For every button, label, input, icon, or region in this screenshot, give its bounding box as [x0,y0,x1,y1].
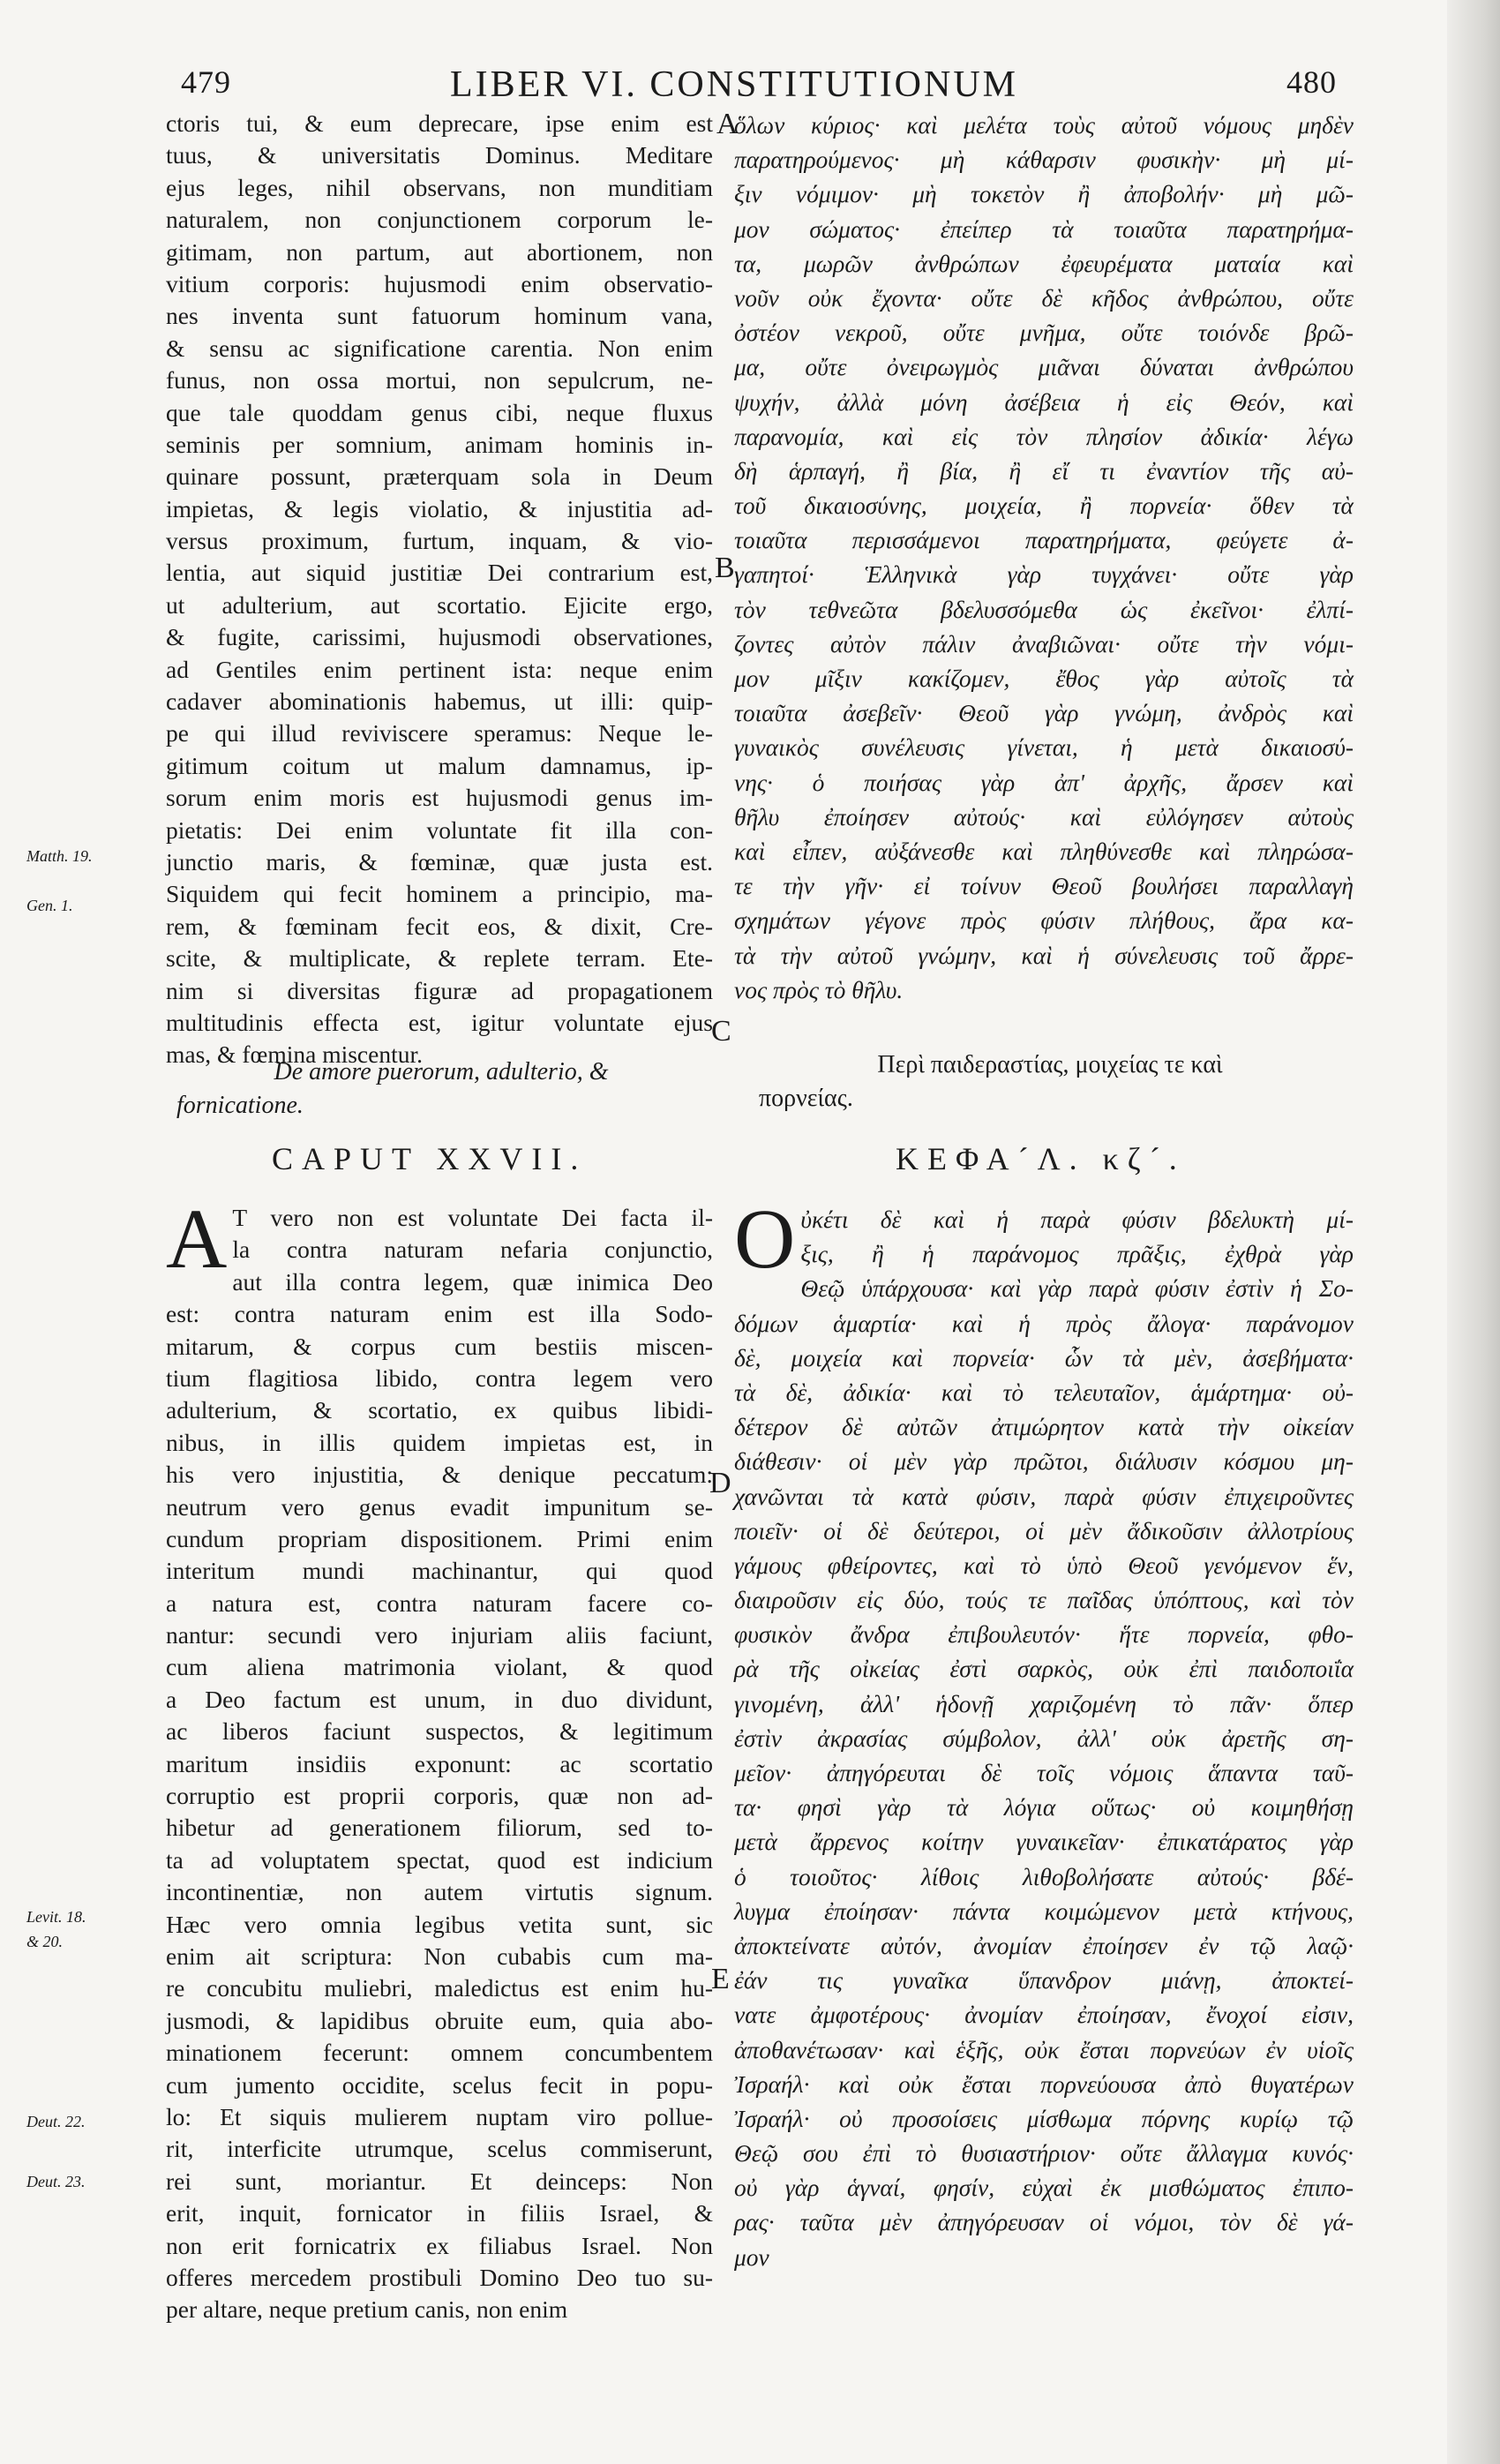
text-line: lentia, aut siquid justitiæ Dei contrarium est, [166,559,713,587]
running-title: LIBER VI. CONSTITUTIONUM [450,64,1019,105]
text-line: T vero non est voluntate Dei facta il- [232,1204,713,1231]
text-line: gitimam, non partum, aut abortionem, non [166,237,713,266]
text-line: pietatis: Dei enim voluntate fit illa con- [166,815,713,844]
text-line: nim si diversitas figuræ ad propagationem [166,976,713,1004]
text-line: cum jumento occidite, scelus fecit in popu- [166,2070,713,2099]
latin-column-top [166,108,713,1071]
page-number-left: 479 [181,64,231,100]
text-line: naturalem, non conjunctionem corporum le- [166,206,713,234]
margin-reference: Matth. 19. [26,847,93,865]
section-mark-a: A [716,108,739,140]
text-line: ctoris tui, & eum deprecare, ipse enim est [166,109,713,137]
latin-chapter-heading: CAPUT XXVII. [272,1141,588,1176]
text-line: ac liberos faciunt suspectos, & legitimum [166,1717,713,1746]
text-line: ad Gentiles enim pertinent ista: neque enim [166,655,713,683]
text-line: μον σώματος· ἐπείπερ τὰ τοιαῦτα παρατηρήμα- [734,214,1354,243]
text-line: τὰ τὴν αὐτοῦ γνώμην, καὶ ἡ σύνελευσις τοῦ ἄρρε- [734,941,1354,969]
text-line: erit, inquit, fornicator in filiis Israel, & [166,2199,713,2227]
section-mark-e: E [711,1963,730,1995]
text-line: est: contra naturam enim est illa Sodo- [166,1300,713,1328]
greek-chapter-heading: ΚΕΦΑ´Λ. κζ´. [896,1141,1186,1176]
text-line: rem, & fœminam fecit eos, & dixit, Cre- [166,912,713,940]
text-line: θῆλυ ἐποίησεν αὐτούς· καὶ εὐλόγησεν αὐτοὺς [734,802,1354,830]
greek-bottom-lines [734,1191,1354,2274]
text-line: incontinentiæ, non autem virtutis signum. [166,1878,713,1906]
text-line: πορνείας. [759,1085,853,1112]
text-line: rit, interficite utrumque, scelus commiserunt, [166,2135,713,2163]
text-line: λυγμα ἐποίησαν· πάντα κοιμώμενον μετὰ κτήνους, [734,1897,1354,1925]
text-line: ὁ τοιοῦτος· λίθοις λιθοβολήσατε αὐτούς· βδέ- [734,1862,1354,1890]
text-line: ὀστέον νεκροῦ, οὔτε μνῆμα, οὔτε τοιόνδε βρῶ- [734,319,1354,347]
text-line: minationem fecerunt: omnem concumbentem [166,2039,713,2067]
text-line: nibus, in illis quidem impietas est, in [166,1428,713,1456]
text-line: per altare, neque pretium canis, non enim [166,2295,568,2324]
text-line: ἐστὶν ἀκρασίας σύμβολον, ἀλλ' οὐκ ἀρετῆς ση- [734,1724,1354,1752]
text-line: τοῦ δικαιοσύνης, μοιχεία, ἢ πορνεία· ὅθεν τὰ [734,492,1354,520]
text-line: junctio maris, & fœminæ, quæ justa est. [166,847,713,875]
text-line: μετὰ ἄρρενος κοίτην γυναικεῖαν· ἐπικατάρατος γὰρ [734,1828,1354,1856]
text-line: vitium corporis: hujusmodi enim observatio- [166,269,713,297]
text-line: his vero injustitia, & denique peccatum: [166,1461,713,1489]
text-line: mas, & fœmina miscentur. [166,1040,423,1069]
margin-reference: Deut. 23. [26,2173,86,2190]
text-line: jusmodi, & lapidibus obruite eum, quia abo- [166,2006,713,2034]
text-line: & fugite, carissimi, hujusmodi observationes, [166,623,713,651]
text-line: ὐκέτι δὲ καὶ ἡ παρὰ φύσιν βδελυκτὴ μί- [800,1206,1354,1233]
text-line: παρατηρούμενος· μὴ κάθαρσιν φυσικὴν· μὴ μί- [734,146,1354,174]
text-line: quinare possunt, præterquam sola in Deum [166,462,713,491]
text-line: Ἰσραήλ· οὐ προσοίσεις μίσθωμα πόρνης κυρίῳ τῷ [734,2104,1354,2132]
text-line: Θεῷ ὑπάρχουσα· καὶ γὰρ παρὰ φύσιν ἐστὶν ἡ Σο- [800,1274,1354,1303]
text-line: ejus leges, nihil observans, non munditiam [166,173,713,201]
text-line: Siquidem qui fecit hominem a principio, ma- [166,880,713,908]
text-line: tium flagitiosa libido, contra legem vero [166,1363,713,1392]
text-line: maritum insidiis exponunt: ac scortatio [166,1749,713,1777]
text-line: scite, & multiplicate, & replete terram. Ete- [166,944,713,973]
text-line: χανῶνται τὰ κατὰ φύσιν, παρὰ φύσιν ἐπιχειροῦντες [734,1482,1354,1510]
text-line: καὶ εἶπεν, αὐξάνεσθε καὶ πληθύνεσθε καὶ πληρώσα- [734,837,1354,865]
text-line: τα· φησὶ γὰρ τὰ λόγια οὕτως· οὐ κοιμηθήσῃ [734,1793,1354,1822]
text-line: Hæc vero omnia legibus vetita sunt, sic [166,1910,713,1938]
page-number-right: 480 [1286,64,1337,100]
text-line: ἀποκτείνατε αὐτόν, ἀνομίαν ἐποίησεν ἐν τῷ λαῷ· [734,1931,1354,1959]
text-line: la contra naturam nefaria conjunctio, [232,1236,713,1264]
text-line: a Deo factum est unum, in duo dividunt, [166,1685,713,1713]
text-line: μον [734,2242,769,2271]
text-line: τε τὴν γῆν· εἰ τοίνυν Θεοῦ βουλήσει παραλλαγὴ [734,872,1354,900]
text-line: ψυχήν, ἀλλὰ μόνη ἀσέβεια ἡ εἰς Θεόν, καὶ [734,387,1354,416]
text-line: Ἰσραήλ· καὶ οὐκ ἔσται πορνεύουσα ἀπὸ θυγατέρων [734,2070,1354,2098]
text-line: διάθεσιν· οἱ μὲν γὰρ πρῶτοι, διάλυσιν κόσμου μη- [734,1447,1354,1476]
text-line: funus, non ossa mortui, non sepulcrum, ne- [166,366,713,394]
text-line: οὐ γὰρ ἁγναί, φησίν, εὐχαὶ ἐκ μισθώματος ἐπιπο- [734,2174,1354,2202]
text-line: γάμους φθείροντες, καὶ τὸ ὑπὸ Θεοῦ γενόμενον ἕν, [734,1551,1354,1579]
latin-chapter-subtitle [176,1055,706,1123]
text-line: ρας· ταῦτα μὲν ἀπηγόρευσαν οἱ νόμοι, τὸν δὲ γά- [734,2208,1354,2236]
latin-bottom-lines [166,1191,713,2326]
text-line: ξιν νόμιμον· μὴ τοκετὸν ἢ ἀποβολήν· μὴ μῶ- [734,180,1354,208]
page-edge-shadow [1447,0,1500,2464]
text-line: νος πρὸς τὸ θῆλυ. [734,975,904,1003]
text-line: ὅλων κύριος· καὶ μελέτα τοὺς αὐτοῦ νόμους μηδὲν [734,111,1354,139]
margin-reference: & 20. [26,1933,64,1950]
text-line: & sensu ac significatione carentia. Non enim [166,334,713,362]
text-line: μα, οὔτε ὀνειρωγμὸς μιᾶναι δύναται ἀνθρώπου [734,353,1354,381]
section-mark-d: D [709,1467,731,1499]
text-line: De amore puerorum, adulterio, & [274,1058,609,1086]
margin-reference: Levit. 18. [26,1908,86,1926]
text-line: τοιαῦτα περισσάμενοι παρατηρήματα, φεύγετε ἀ- [734,526,1354,554]
text-line: interitum mundi machinantur, qui quod [166,1557,713,1585]
text-line: Θεῷ σου ἐπὶ τὸ θυσιαστήριον· οὔτε ἄλλαγμα κυνός· [734,2139,1354,2167]
text-line: mitarum, & corpus cum bestiis miscen- [166,1332,713,1360]
text-line: cum aliena matrimonia violant, & quod [166,1653,713,1681]
text-line: γυναικὸς συνέλευσις γίνεται, ἡ μετὰ δικαιοσύ- [734,733,1354,762]
text-line: τα, μωρῶν ἀνθρώπων ἐφευρέματα ματαία καὶ [734,249,1354,277]
greek-chapter-subtitle [759,1048,1341,1116]
greek-drop-cap: Ο [734,1191,796,1286]
text-line: corruptio est proprii corporis, quæ non ad- [166,1782,713,1810]
text-line: ἀποθανέτωσαν· καὶ ἑξῆς, οὐκ ἔσται πορνεύων ἐν υἱοῖς [734,2035,1354,2063]
margin-reference: Gen. 1. [26,897,73,914]
text-line: σχημάτων γέγονε πρὸς φύσιν πλήθους, ἄρα κα- [734,906,1354,935]
text-line: enim ait scriptura: Non cubabis cum ma- [166,1942,713,1970]
text-line: ἐάν τις γυναῖκα ὕπανδρον μιάνῃ, ἀποκτεί- [734,1966,1354,1994]
text-line: γαπητοί· Ἑλληνικὰ γὰρ τυγχάνει· οὔτε γὰρ [734,560,1354,589]
text-line: offeres mercedem prostibuli Domino Deo tuo su- [166,2263,713,2291]
text-line: cadaver abominationis habemus, ut illi: quip- [166,687,713,716]
text-line: διαιροῦσιν εἰς δύο, τούς τε παῖδας ὑπόπτους, καὶ τὸν [734,1586,1354,1614]
text-line: aut illa contra legem, quæ inimica Deo [232,1267,713,1296]
text-line: lo: Et siquis mulierem nuptam viro pollue- [166,2102,713,2130]
section-mark-c: C [711,1015,731,1048]
text-line: a natura est, contra naturam facere co- [166,1589,713,1617]
text-line: νατε ἀμφοτέρους· ἀνομίαν ἐποίησαν, ἔνοχοί εἰσιν, [734,2001,1354,2029]
text-line: sorum enim moris est hujusmodi genus im- [166,784,713,812]
text-line: Περὶ παιδεραστίας, μοιχείας τε καὶ [877,1051,1223,1078]
text-line: adulterium, & scortatio, ex quibus libidi- [166,1396,713,1424]
text-line: ut adulterium, aut scortatio. Ejicite ergo, [166,590,713,619]
text-line: γινομένη, ἀλλ' ἡδονῇ χαριζομένη τὸ πᾶν· ὅπερ [734,1689,1354,1717]
section-mark-b: B [715,552,735,584]
text-line: seminis per somnium, animam hominis in- [166,430,713,458]
text-line: hibetur ad generationem filiorum, sed to- [166,1814,713,1842]
text-line: τὸν τεθνεῶτα βδελυσσόμεθα ὡς ἐκεῖνοι· ἐλπί- [734,595,1354,623]
text-line: νοῦν οὐκ ἔχοντα· οὔτε δὲ κῆδος ἀνθρώπου, οὔτε [734,283,1354,312]
text-line: neutrum vero genus evadit impunitum se- [166,1492,713,1521]
margin-reference: Deut. 22. [26,2113,86,2130]
text-line: τὰ δὲ, ἀδικία· καὶ τὸ τελευταῖον, ἁμάρτημα· οὐ- [734,1378,1354,1406]
text-line: μεῖον· ἀπηγόρευται δὲ τοῖς νόμοις ἅπαντα ταῦ- [734,1759,1354,1786]
text-line: δὲ, μοιχεία καὶ πορνεία· ὧν τὰ μὲν, ἀσεβήματα· [734,1343,1354,1371]
text-line: nes inventa sunt fatuorum hominum vana, [166,302,713,330]
text-line: re concubitu muliebri, maledictus est enim hu- [166,1974,713,2002]
text-line: cundum propriam dispositionem. Primi enim [166,1524,713,1552]
text-line: φυσικὸν ἄνδρα ἐπιβουλευτόν· ἥτε πορνεία, φθο- [734,1620,1354,1649]
text-line: versus proximum, furtum, inquam, & vio- [166,527,713,555]
text-line: impietas, & legis violatio, & injustitia ad- [166,494,713,522]
greek-column-top [734,108,1354,1007]
greek-column-bottom [734,1191,1354,2274]
text-line: δέτερον δὲ αὐτῶν ἀτιμώρητον κατὰ τὴν οἰκείαν [734,1413,1354,1441]
text-line: nantur: secundi vero injuriam aliis faciunt, [166,1621,713,1649]
text-line: ta ad voluptatem spectat, quod est indicium [166,1845,713,1874]
text-line: δόμων ἁμαρτία· καὶ ἡ πρὸς ἄλογα· παράνομον [734,1309,1354,1337]
text-line: νης· ὁ ποιήσας γὰρ ἀπ' ἀρχῆς, ἄρσεν καὶ [734,768,1354,796]
text-line: gitimum coitum ut malum damnamus, ip- [166,751,713,779]
latin-column-bottom [166,1191,713,2326]
text-line: δὴ ἁρπαγή, ἢ βία, ἢ εἴ τι ἐναντίον τῆς αὐ- [734,456,1354,485]
text-line: ποιεῖν· οἱ δὲ δεύτεροι, οἱ μὲν ἄδικοῦσιν ἀλλοτρίους [734,1516,1354,1544]
text-line: multitudinis effecta est, igitur voluntate ejus [166,1008,713,1036]
text-line: μον μῖξιν κακίζομεν, ἔθος γὰρ αὐτοῖς τὰ [734,665,1354,692]
text-line: tuus, & universitatis Dominus. Meditare [166,141,713,169]
text-line: pe qui illud reviviscere speramus: Neque le- [166,719,713,747]
text-line: ζοντες αὐτὸν πάλιν ἀναβιῶναι· οὔτε τὴν νόμι- [734,629,1354,657]
text-line: que tale quoddam genus cibi, neque fluxus [166,398,713,426]
latin-drop-cap: A [166,1191,228,1286]
text-line: ξις, ἢ ἡ παράνομος πρᾶξις, ἐχθρὰ γὰρ [800,1240,1354,1268]
text-line: παρανομία, καὶ εἰς τὸν πλησίον ἀδικία· λέγω [734,422,1354,450]
text-line: fornicatione. [176,1092,304,1119]
text-line: rei sunt, moriantur. Et deinceps: Non [166,2167,713,2195]
text-line: τοιαῦτα ἀσεβεῖν· Θεοῦ γὰρ γνώμη, ἀνδρὸς καὶ [734,699,1354,727]
text-line: non erit fornicatrix ex filiabus Israel. Non [166,2231,713,2259]
text-line: ρὰ τῆς οἰκείας ἐστὶ σαρκὸς, οὐκ ἐπὶ παιδοποιΐα [734,1655,1354,1683]
